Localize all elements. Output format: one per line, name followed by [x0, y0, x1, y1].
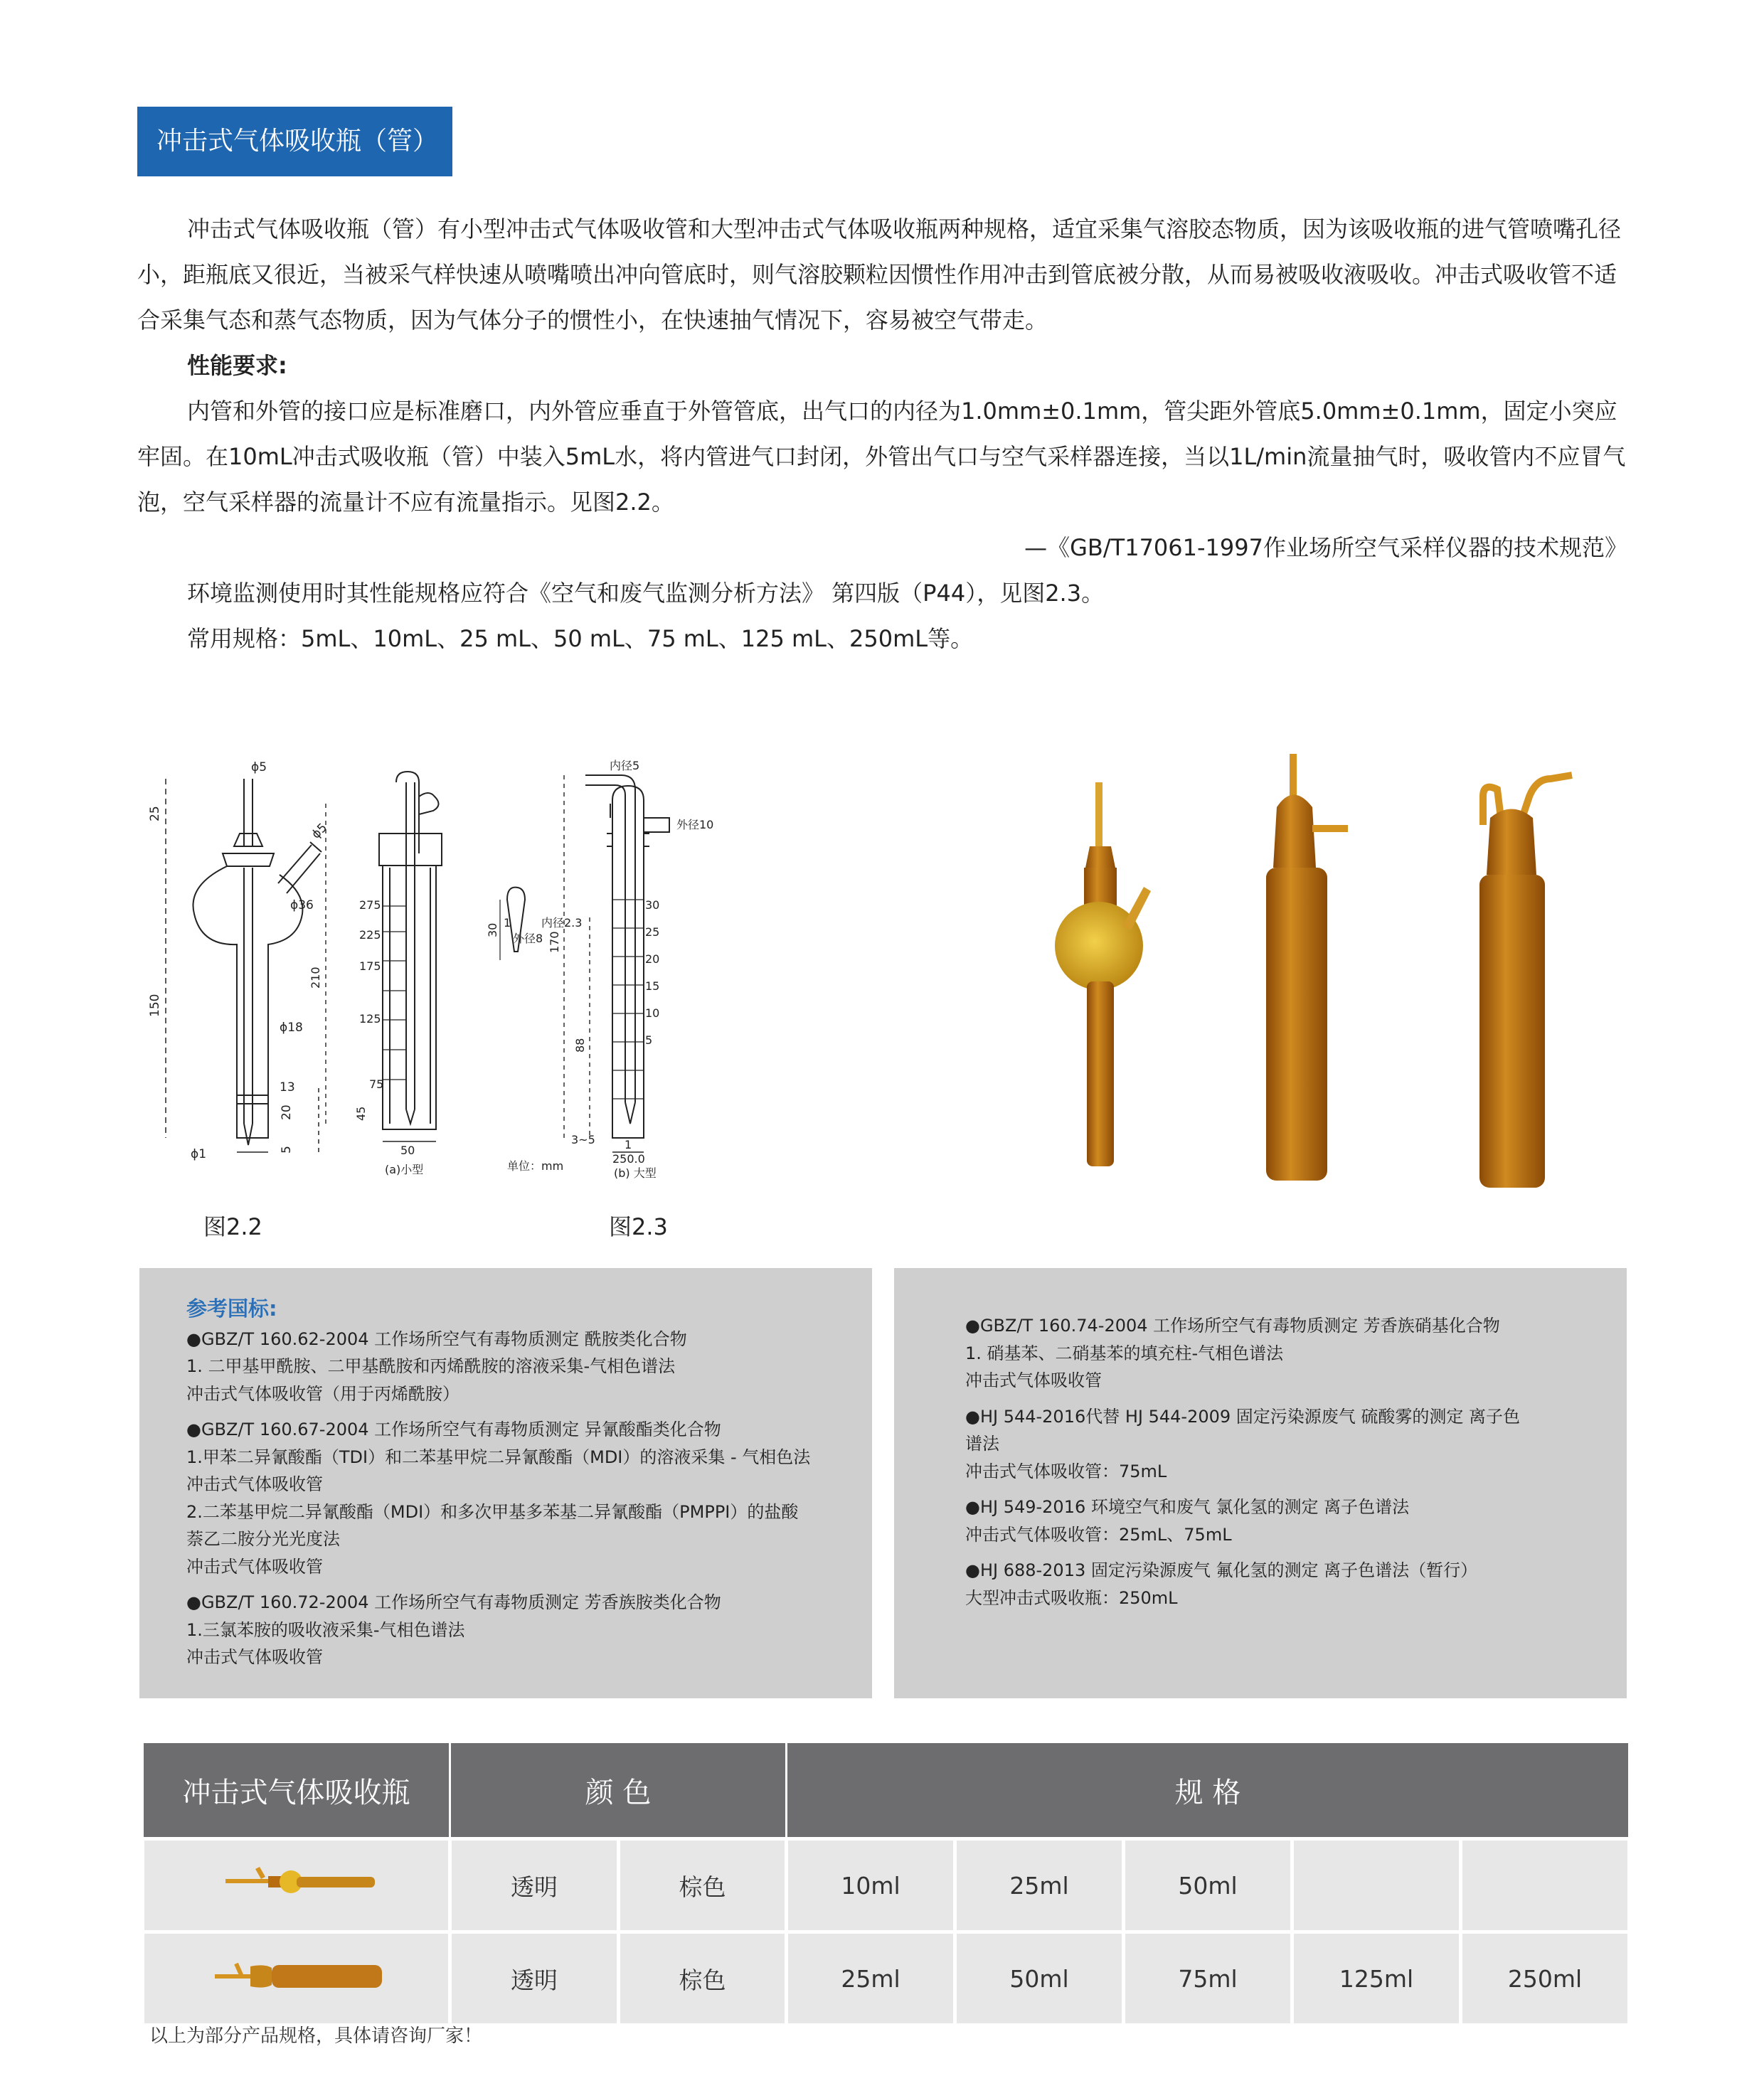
header-spec: 规 格 [787, 1742, 1630, 1839]
header-product: 冲击式气体吸收瓶 [143, 1742, 450, 1839]
ref-line: ●HJ 688-2013 固定污染源废气 氟化氢的测定 离子色谱法（暂行） [965, 1560, 1478, 1580]
dim-phi36: ϕ36 [290, 898, 314, 912]
nozzle-height: 30 [486, 922, 499, 937]
small-scale-5: 45 [354, 1106, 368, 1121]
large-caption: (b) 大型 [614, 1166, 657, 1180]
large-scale-3: 15 [645, 979, 660, 993]
large-inner: 内径5 [610, 759, 640, 772]
references-right-panel [894, 1268, 1627, 1698]
ref-item [186, 1416, 829, 1580]
ref-line: ●GBZ/T 160.72-2004 工作场所空气有毒物质测定 芳香族胺类化合物 [186, 1592, 721, 1612]
fig22-drawing [166, 779, 322, 1152]
table-cell: 棕色 [619, 1932, 787, 2025]
nozzle-outer: 外径8 [513, 932, 543, 945]
fig23-small-drawing [326, 772, 525, 1141]
large-mid: 88 [573, 1038, 587, 1053]
footnote: 以上为部分产品规格，具体请咨询厂家！ [149, 2025, 483, 2047]
large-width: 250.0 [612, 1152, 645, 1166]
small-caption: (a)小型 [385, 1163, 424, 1176]
dim-phi1: ϕ1 [191, 1147, 207, 1161]
ref-item [186, 1326, 829, 1408]
table-cell: 125ml [1292, 1932, 1461, 2025]
large-tip: 1 [625, 1138, 632, 1151]
table-cell: 透明 [450, 1839, 619, 1932]
ref-line: 1.三氯苯胺的吸收液采集-气相色谱法 [186, 1619, 465, 1640]
small-width: 50 [400, 1144, 415, 1157]
small-scale-2: 175 [359, 959, 381, 973]
performance-heading: 性能要求: [187, 352, 287, 379]
table-cell: 10ml [787, 1839, 955, 1932]
large-scale-0: 30 [645, 898, 660, 912]
dim-5: 5 [280, 1146, 294, 1154]
small-scale-3: 125 [359, 1012, 381, 1026]
fig22-label: 图2.2 [203, 1213, 262, 1240]
intro-paragraph-4: 常用规格：5mL、10mL、25 mL、50 mL、75 mL、125 mL、250mL等。 [187, 625, 974, 652]
product-thumb-small [143, 1839, 450, 1932]
ref-line: 冲击式气体吸收管 [186, 1556, 323, 1577]
section-title: 冲击式气体吸收瓶（管） [137, 107, 452, 176]
ref-line: 1.甲苯二异氰酸酯（TDI）和二苯基甲烷二异氰酸酯（MDI）的溶液采集 - 气相色法 [186, 1447, 811, 1467]
ref-item [965, 1312, 1584, 1395]
ref-line: ●GBZ/T 160.74-2004 工作场所空气有毒物质测定 芳香族硝基化合物 [965, 1316, 1500, 1336]
technical-drawings [137, 754, 1005, 1209]
bottle-small-thumbnail [218, 1858, 375, 1907]
dim-phi5-side: ϕ5 [309, 820, 331, 842]
nozzle-tip: 1 [504, 916, 511, 930]
bottle-large-thumbnail [208, 1951, 386, 2001]
table-cell: 25ml [955, 1839, 1124, 1932]
dim-13: 13 [280, 1080, 295, 1095]
ref-line: 冲击式气体吸收管（用于丙烯酰胺） [186, 1383, 459, 1404]
table-cell: 50ml [955, 1932, 1124, 2025]
table-cell: 75ml [1124, 1932, 1292, 2025]
ref-item [965, 1493, 1584, 1548]
ref-line: 冲击式气体吸收管：25mL、75mL [965, 1524, 1232, 1545]
large-height: 170 [548, 931, 561, 953]
bottle-small-photo [1055, 782, 1151, 1166]
ref-line: 2.二苯基甲烷二异氰酸酯（MDI）和多次甲基多苯基二异氰酸酯（PMPPI）的盐酸 [186, 1501, 799, 1522]
ref-line: ●HJ 544-2016代替 HJ 544-2009 固定污染源废气 硫酸雾的测定 离子色 [965, 1406, 1521, 1427]
spec-table-header [143, 1742, 1630, 1839]
table-cell: 透明 [450, 1932, 619, 2025]
dim-25: 25 [148, 806, 162, 821]
bottle-large-photo [1479, 775, 1572, 1188]
table-row [143, 1839, 1630, 1932]
bottle-medium-photo [1266, 754, 1348, 1181]
standard-citation: —《GB/T17061-1997作业场所空气采样仪器的技术规范》 [1024, 534, 1627, 561]
ref-line: 大型冲击式吸收瓶：250mL [965, 1587, 1178, 1608]
fig23-label: 图2.3 [609, 1213, 668, 1240]
table-cell: 50ml [1124, 1839, 1292, 1932]
references-title: 参考国标: [186, 1296, 277, 1321]
ref-item [965, 1557, 1584, 1612]
ref-line: 萘乙二胺分光光度法 [186, 1529, 340, 1549]
header-color: 颜 色 [450, 1742, 787, 1839]
ref-line: 1. 二甲基甲酰胺、二甲基酰胺和丙烯酰胺的溶液采集-气相色谱法 [186, 1356, 676, 1376]
ref-line: 冲击式气体吸收管：75mL [965, 1461, 1167, 1481]
references-left-panel [139, 1268, 872, 1698]
large-scale-5: 5 [645, 1033, 653, 1047]
product-thumb-large [143, 1932, 450, 2025]
large-scale-1: 25 [645, 925, 660, 939]
small-scale-4: 75 [369, 1077, 384, 1091]
small-scale-0: 275 [359, 898, 381, 912]
large-gap: 3~5 [571, 1133, 595, 1146]
intro-paragraph-3: 环境监测使用时其性能规格应符合《空气和废气监测分析方法》 第四版（P44），见图2.3。 [187, 580, 1105, 607]
ref-item [965, 1403, 1584, 1486]
large-scale-2: 20 [645, 952, 660, 966]
product-photos [1038, 740, 1629, 1195]
dim-phi18: ϕ18 [280, 1021, 303, 1035]
dim-20: 20 [280, 1104, 294, 1120]
ref-item [186, 1589, 829, 1671]
ref-line: 1. 硝基苯、二硝基苯的填充柱-气相色谱法 [965, 1343, 1284, 1363]
table-cell: 25ml [787, 1932, 955, 2025]
intro-text [137, 206, 1627, 661]
ref-line: 谱法 [965, 1434, 999, 1454]
table-cell [1292, 1839, 1461, 1932]
dim-phi5-top: ϕ5 [251, 760, 267, 774]
intro-paragraph-2: 内管和外管的接口应是标准磨口，内外管应垂直于外管管底，出气口的内径为1.0mm±0.1mm，管尖距外管底5.0mm±0.1mm，固定小突应牢固。在10mL冲击式吸收瓶（管）中装入5mL水，将内管进气口封闭，外管出气口与空气采样器连接，当以1L/min流量抽气时，吸收管内不应冒气泡，空气采样器的流量计不应有流量指示。见图2.2。 [137, 398, 1626, 516]
ref-line: 冲击式气体吸收管 [186, 1647, 323, 1667]
ref-line: ●GBZ/T 160.67-2004 工作场所空气有毒物质测定 异氰酸酯类化合物 [186, 1420, 721, 1439]
intro-paragraph-1: 冲击式气体吸收瓶（管）有小型冲击式气体吸收管和大型冲击式气体吸收瓶两种规格，适宜采集气溶胶态物质，因为该吸收瓶的进气管喷嘴孔径小，距瓶底又很近，当被采气样快速从喷嘴喷出冲向管底时，则气溶胶颗粒因惯性作用冲击到管底被分散，从而易被吸收液吸收。冲击式吸收管不适合采集气态和蒸气态物质，因为气体分子的惯性小，在快速抽气情况下，容易被空气带走。 [137, 215, 1622, 334]
ref-line: 冲击式气体吸收管 [965, 1370, 1102, 1390]
spec-table [141, 1741, 1631, 2027]
table-cell [1461, 1839, 1630, 1932]
large-outer: 外径10 [676, 818, 714, 831]
ref-line: 冲击式气体吸收管 [186, 1474, 323, 1494]
dim-150: 150 [148, 994, 162, 1017]
ref-line: ●GBZ/T 160.62-2004 工作场所空气有毒物质测定 酰胺类化合物 [186, 1328, 687, 1349]
small-height: 210 [309, 967, 322, 989]
table-cell: 棕色 [619, 1839, 787, 1932]
table-row [143, 1932, 1630, 2025]
ref-line: ●HJ 549-2016 环境空气和废气 氯化氢的测定 离子色谱法 [965, 1497, 1410, 1517]
nozzle-inner: 内径2.3 [541, 916, 583, 930]
small-scale-1: 225 [359, 928, 381, 942]
unit-label: 单位：mm [507, 1159, 564, 1173]
large-scale-4: 10 [645, 1006, 660, 1020]
table-cell: 250ml [1461, 1932, 1630, 2025]
